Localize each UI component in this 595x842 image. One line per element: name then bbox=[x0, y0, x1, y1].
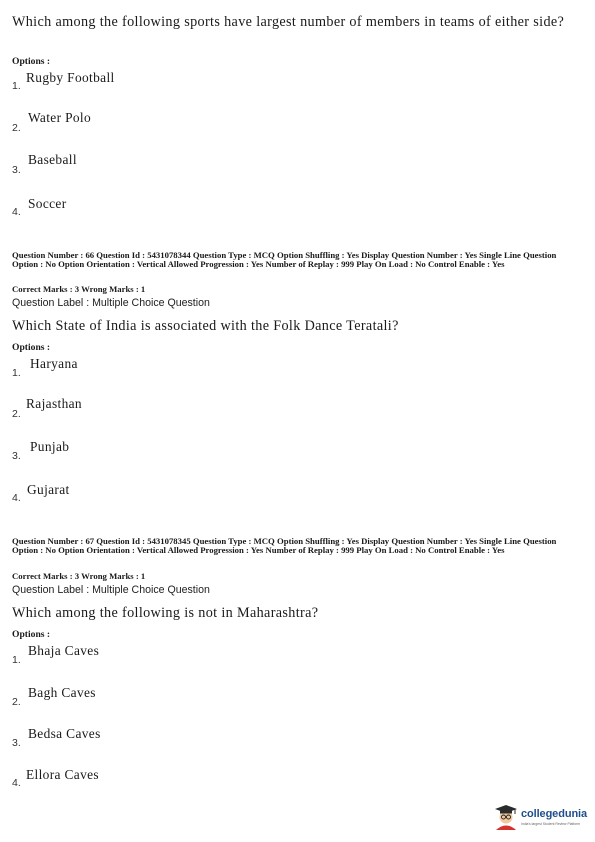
question-66-option-1-text: Haryana bbox=[30, 356, 78, 371]
question-65-option-4-number: 4. bbox=[12, 206, 21, 218]
question-66-option-1-number: 1. bbox=[12, 367, 21, 379]
question-65-option-1-text: Rugby Football bbox=[26, 70, 115, 85]
student-avatar-icon bbox=[494, 804, 518, 830]
question-66-option-3-number: 3. bbox=[12, 450, 21, 462]
question-67-marks: Correct Marks : 3 Wrong Marks : 1 bbox=[12, 571, 146, 581]
question-66-options-label: Options : bbox=[12, 342, 51, 353]
question-67-option-3-number: 3. bbox=[12, 737, 21, 749]
question-67-option-2-text: Bagh Caves bbox=[28, 685, 96, 700]
question-67-option-4-text: Ellora Caves bbox=[26, 767, 99, 782]
brand-tagline: India's largest Student Review Platform bbox=[521, 822, 581, 826]
brand-name: collegedunia bbox=[521, 808, 588, 820]
question-67-options-label: Options : bbox=[12, 629, 51, 640]
question-65-options-label: Options : bbox=[12, 56, 51, 67]
question-65-option-2-number: 2. bbox=[12, 122, 21, 134]
question-67-option-1-number: 1. bbox=[12, 654, 21, 666]
question-66-meta: Question Number : 66 Question Id : 5431078344 Question Type : MCQ Option Shuffling : Yes Display Question Number : Yes Single Line Question Option : No Option Orientation : Vertical Allowed Progression : Yes Number of Replay : 999 Play On Load : No Control Enable : Yes bbox=[12, 250, 557, 270]
question-66-option-2-text: Rajasthan bbox=[26, 396, 82, 411]
question-67-label: Question Label : Multiple Choice Question bbox=[12, 584, 210, 596]
question-67-option-3-text: Bedsa Caves bbox=[28, 726, 101, 741]
question-67-option-2-number: 2. bbox=[12, 696, 21, 708]
question-66-label: Question Label : Multiple Choice Question bbox=[12, 297, 210, 309]
question-66-option-4-text: Gujarat bbox=[27, 482, 70, 497]
question-65-option-3-text: Baseball bbox=[28, 152, 77, 167]
collegedunia-watermark bbox=[494, 800, 590, 836]
question-66-marks: Correct Marks : 3 Wrong Marks : 1 bbox=[12, 284, 146, 294]
question-67-option-1-text: Bhaja Caves bbox=[28, 643, 100, 658]
question-67-text: Which among the following is not in Maharashtra? bbox=[12, 605, 319, 621]
question-65-option-1-number: 1. bbox=[12, 80, 21, 92]
question-66-option-3-text: Punjab bbox=[30, 439, 70, 454]
question-65-option-4-text: Soccer bbox=[28, 196, 67, 211]
question-67-meta: Question Number : 67 Question Id : 5431078345 Question Type : MCQ Option Shuffling : Yes Display Question Number : Yes Single Line Question Option : No Option Orientation : Vertical Allowed Progression : Yes Number of Replay : 999 Play On Load : No Control Enable : Yes bbox=[12, 536, 557, 556]
question-65-option-3-number: 3. bbox=[12, 164, 21, 176]
question-66-option-4-number: 4. bbox=[12, 492, 21, 504]
question-65-option-2-text: Water Polo bbox=[28, 110, 92, 125]
question-65-text: Which among the following sports have largest number of members in teams of either side? bbox=[12, 14, 565, 30]
question-67-option-4-number: 4. bbox=[12, 777, 21, 789]
question-66-text: Which State of India is associated with the Folk Dance Teratali? bbox=[12, 318, 399, 334]
question-66-option-2-number: 2. bbox=[12, 408, 21, 420]
